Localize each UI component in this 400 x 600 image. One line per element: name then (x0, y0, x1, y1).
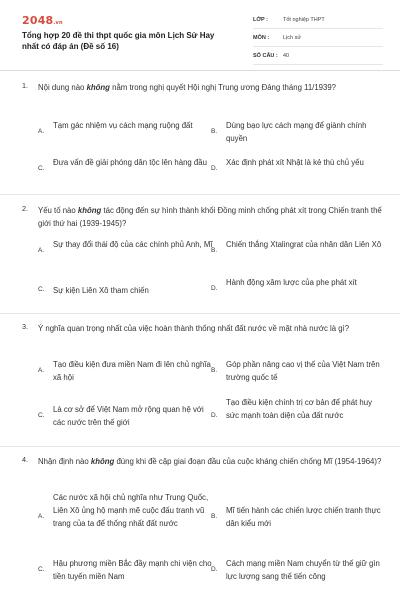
emphasis: không (77, 206, 102, 215)
option-text: Chiến thắng Xtalingrat của nhân dân Liên Xô (226, 240, 382, 249)
site-logo[interactable] (22, 14, 63, 27)
option-letter: A. (38, 367, 45, 374)
option-text: Cách mạng miền Nam chuyển từ thế giữ gìn lực lượng sang thế tiến công (226, 559, 380, 581)
option-text: Sự kiện Liên Xô tham chiến (53, 286, 149, 295)
option-letter: A. (38, 128, 45, 135)
meta-row-class (253, 14, 383, 29)
question-divider (0, 194, 400, 195)
meta-row-count (253, 50, 383, 65)
option-letter: A. (38, 247, 45, 254)
option-letter: B. (211, 513, 218, 520)
option-letter: C. (38, 566, 45, 573)
option-text: Dùng bạo lực cách mạng để giành chính quyền (226, 121, 367, 143)
page-header (0, 0, 400, 66)
option-text: Tạo điều kiện đưa miền Nam đi lên chủ nghĩa xã hội (53, 360, 211, 382)
option-text: Đưa vấn đề giải phóng dân tộc lên hàng đầu (53, 158, 207, 167)
option-letter: D. (211, 165, 218, 172)
exam-meta (253, 14, 383, 68)
option-text: Là cơ sở để Việt Nam mở rộng quan hệ với các nước trên thế giới (53, 405, 204, 427)
question-number: 4. (22, 455, 28, 464)
question-divider (0, 313, 400, 314)
option-text: Xác định phát xít Nhật là kẻ thù chủ yếu (226, 158, 364, 167)
option-text: Hành động xâm lược của phe phát xít (226, 278, 357, 287)
emphasis: không (90, 457, 115, 466)
option-text: Các nước xã hội chủ nghĩa như Trung Quốc, Liên Xô ủng hộ mạnh mẽ cuộc đấu tranh vũ trang của ta để thống nhất đất nước (53, 493, 209, 528)
question-divider (0, 446, 400, 447)
option-letter: C. (38, 165, 45, 172)
option-letter: A. (38, 513, 45, 520)
question-text: Yếu tố nào không tác động đến sự hình thành khối Đồng minh chống phát xít trong Chiến tranh thế giới thứ hai (1939-1945)? (38, 206, 382, 228)
question-text: Ý nghĩa quan trọng nhất của việc hoàn thành thống nhất đất nước về mặt nhà nước là gì? (38, 324, 350, 333)
question-text: Nhận định nào không đúng khi đề cập giai đoạn đầu của cuộc kháng chiến chống Mĩ (1954-1964)? (38, 457, 382, 466)
option-letter: D. (211, 412, 218, 419)
meta-label: LỚP : (253, 17, 268, 23)
question-number: 1. (22, 81, 28, 90)
logo-sub: .vn (53, 20, 63, 26)
option-letter: D. (211, 566, 218, 573)
option-letter: C. (38, 412, 45, 419)
emphasis: không (86, 83, 110, 92)
question-number: 2. (22, 204, 28, 213)
question-text: Nội dung nào không nằm trong nghị quyết Hội nghị Trung ương Đảng tháng 11/1939? (38, 83, 337, 92)
option-letter: D. (211, 285, 218, 292)
question-number: 3. (22, 322, 28, 331)
option-text: Tạo điều kiện chính trị cơ bản để phát huy sức mạnh toàn diện của đất nước (226, 398, 372, 420)
meta-row-subject (253, 32, 383, 47)
header-divider (0, 70, 400, 71)
option-text: Sự thay đổi thái độ của các chính phủ Anh, Mĩ (53, 240, 213, 249)
option-text: Hậu phương miền Bắc đầy mạnh chi viện cho tiền tuyến miền Nam (53, 559, 212, 581)
meta-label: MÔN : (253, 35, 270, 41)
meta-value: Lịch sử (283, 35, 302, 41)
logo-main: 2048 (22, 14, 54, 27)
option-letter: B. (211, 247, 218, 254)
option-text: Mĩ tiến hành các chiến lược chiến tranh thực dân kiểu mới (226, 506, 381, 528)
option-text: Góp phần nâng cao vị thế của Việt Nam trên trường quốc tế (226, 360, 380, 382)
option-letter: B. (211, 367, 218, 374)
option-letter: C. (38, 286, 45, 293)
option-text: Tạm gác nhiệm vụ cách mạng ruộng đất (53, 121, 193, 130)
meta-value: Tốt nghiệp THPT (283, 17, 325, 23)
meta-value: 40 (283, 53, 290, 59)
document-title: Tổng hợp 20 đề thi thpt quốc gia môn Lịch Sử Hay nhất có đáp án (Đề số 16) (22, 31, 215, 51)
meta-label: SỐ CÂU : (253, 53, 278, 59)
option-letter: B. (211, 128, 218, 135)
